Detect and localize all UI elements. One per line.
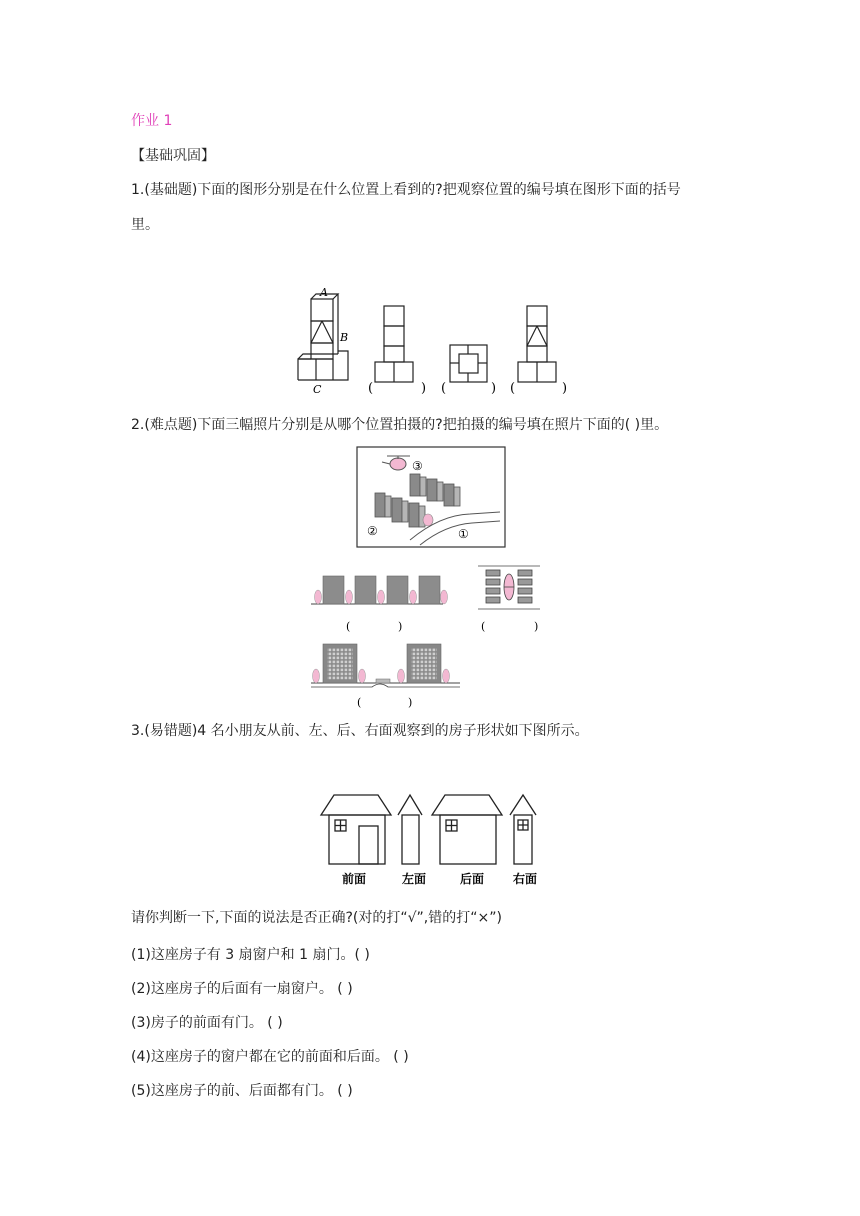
paren-close: ) <box>491 381 497 396</box>
q3-item-3: (3)房子的前面有门。 ( ) <box>131 1015 283 1031</box>
pos1: ① <box>458 527 469 541</box>
paren-open: ( <box>357 696 362 709</box>
q3-item-5: (5)这座房子的前、后面都有门。 ( ) <box>131 1083 353 1099</box>
paren-open: ( <box>510 381 516 396</box>
q3-item-4: (4)这座房子的窗户都在它的前面和后面。 ( ) <box>131 1049 409 1065</box>
assignment-title: 作业 1 <box>131 113 173 129</box>
paren-close: ) <box>421 381 427 396</box>
paren-close: ) <box>534 620 539 633</box>
q1-text-line1: 1.(基础题)下面的图形分别是在什么位置上看到的?把观察位置的编号填在图形下面的括号 <box>131 182 681 198</box>
q3-item-1: (1)这座房子有 3 扇窗户和 1 扇门。( ) <box>131 947 370 963</box>
paren-open: ( <box>441 381 447 396</box>
label-a: A <box>320 286 328 299</box>
view-front-label: 前面 <box>342 872 367 886</box>
view-back-label: 后面 <box>460 872 485 886</box>
q2-text: 2.(难点题)下面三幅照片分别是从哪个位置拍摄的?把拍摄的编号填在照片下面的( )里。 <box>131 417 669 433</box>
section-title: 【基础巩固】 <box>131 148 215 164</box>
view-left-label: 左面 <box>402 872 427 886</box>
paren-close: ) <box>398 620 403 633</box>
label-b: B <box>340 331 349 344</box>
paren-close: ) <box>408 696 413 709</box>
paren-close: ) <box>562 381 568 396</box>
q3-item-2: (2)这座房子的后面有一扇窗户。 ( ) <box>131 981 353 997</box>
paren-open: ( <box>346 620 351 633</box>
paren-open: ( <box>481 620 486 633</box>
q3-instruction: 请你判断一下,下面的说法是否正确?(对的打“√”,错的打“×”) <box>131 910 502 926</box>
pos2: ② <box>367 524 378 538</box>
pos3: ③ <box>412 459 423 473</box>
paren-open: ( <box>368 381 374 396</box>
q1-text-line2: 里。 <box>131 217 159 233</box>
label-c: C <box>313 383 322 396</box>
q3-text: 3.(易错题)4 名小朋友从前、左、后、右面观察到的房子形状如下图所示。 <box>131 723 589 739</box>
view-right-label: 右面 <box>513 872 538 886</box>
